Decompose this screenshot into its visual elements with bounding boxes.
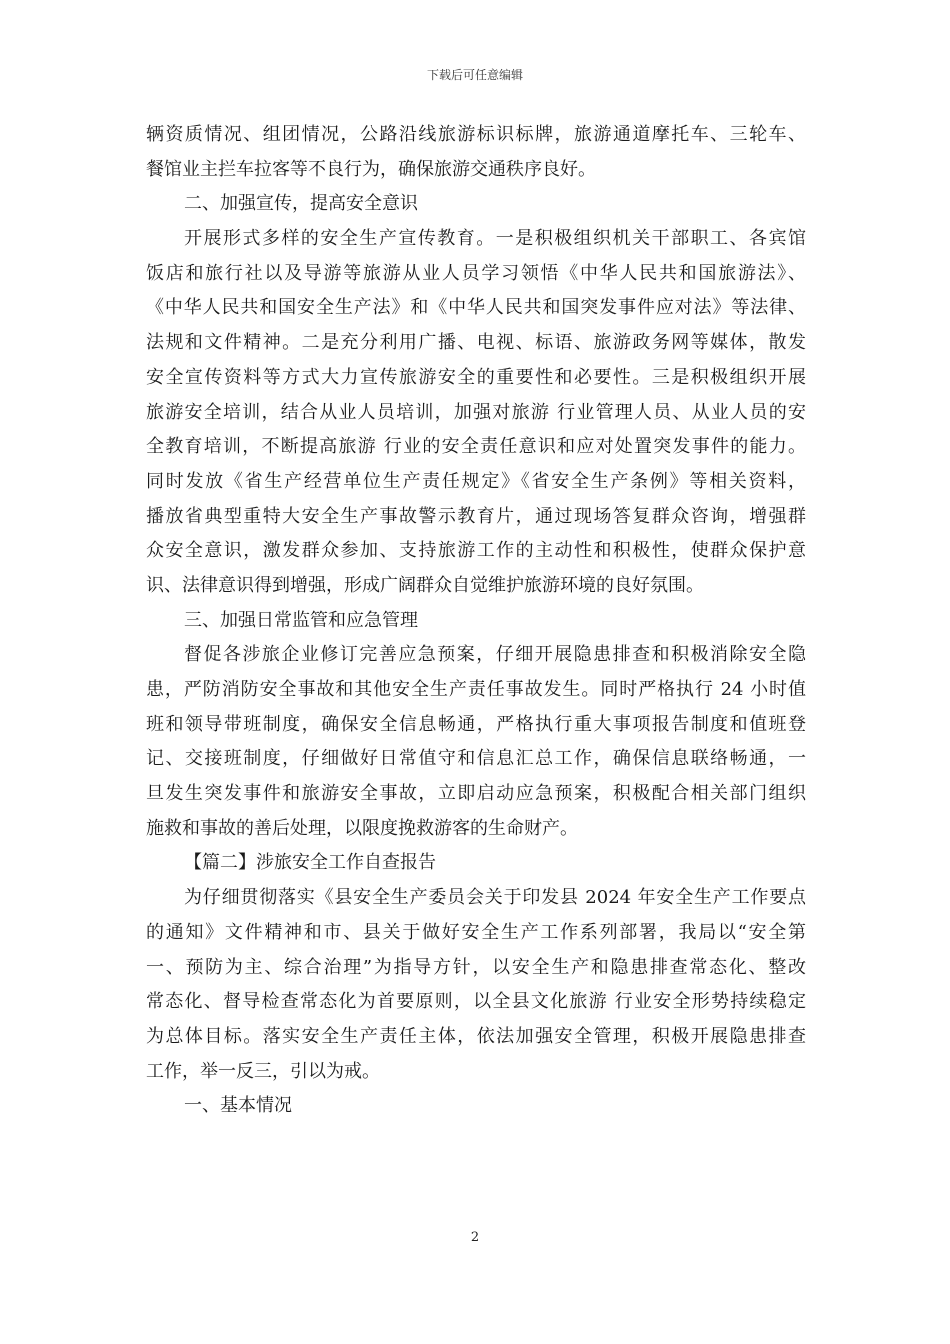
paragraph-line: 全教育培训，不断提高旅游 行业的安全责任意识和应对处置突发事件的能力。: [146, 436, 806, 458]
paragraph-line: 旅游安全培训，结合从业人员培训，加强对旅游 行业管理人员、从业人员的安: [146, 401, 806, 423]
paragraph-line: 记、交接班制度，仔细做好日常值守和信息汇总工作，确保信息联络畅通，一: [146, 748, 806, 770]
paragraph-line: 同时发放《省生产经营单位生产责任规定》《省安全生产条例》等相关资料，: [146, 470, 806, 492]
paragraph-line: 一、预防为主、综合治理”为指导方针，以安全生产和隐患排查常态化、整改: [146, 956, 806, 978]
paragraph-line: 的通知》文件精神和市、县关于做好安全生产工作系列部署，我局以“安全第: [146, 921, 806, 943]
paragraph-line: 为仔细贯彻落实《县安全生产委员会关于印发县 2024 年安全生产工作要点: [184, 887, 806, 909]
paragraph-line: 法规和文件精神。二是充分利用广播、电视、标语、旅游政务网等媒体，散发: [146, 332, 806, 354]
article-title: 【篇二】涉旅安全工作自查报告: [184, 852, 436, 874]
paragraph-line: 旦发生突发事件和旅游安全事故，立即启动应急预案，积极配合相关部门组织: [146, 783, 806, 805]
section-heading: 一、基本情况: [184, 1095, 292, 1117]
paragraph-line: 餐馆业主拦车拉客等不良行为，确保旅游交通秩序良好。: [146, 158, 596, 180]
page-number: 2: [470, 1230, 480, 1245]
paragraph-line: 辆资质情况、组团情况，公路沿线旅游标识标牌，旅游通道摩托车、三轮车、: [146, 124, 806, 145]
paragraph-line: 识、法律意识得到增强，形成广阔群众自觉维护旅游环境的良好氛围。: [146, 574, 704, 596]
paragraph-line: 工作，举一反三，引以为戒。: [146, 1060, 380, 1082]
paragraph-line: 播放省典型重特大安全生产事故警示教育片，通过现场答复群众咨询，增强群: [146, 505, 806, 527]
paragraph-line: 为总体目标。落实安全生产责任主体，依法加强安全管理，积极开展隐患排查: [146, 1025, 806, 1047]
page-header: 下载后可任意编辑: [426, 68, 523, 82]
paragraph-line: 患，严防消防安全事故和其他安全生产责任事故发生。同时严格执行 24 小时值: [146, 679, 806, 700]
paragraph-line: 施救和事故的善后处理，以限度挽救游客的生命财产。: [146, 817, 578, 839]
section-heading: 三、加强日常监管和应急管理: [184, 609, 418, 631]
paragraph-line: 督促各涉旅企业修订完善应急预案，仔细开展隐患排查和积极消除安全隐: [184, 644, 806, 666]
document-body: [146, 118, 806, 1124]
paragraph-line: 《中华人民共和国安全生产法》和《中华人民共和国突发事件应对法》等法律、: [146, 297, 806, 319]
paragraph-line: 饭店和旅行社以及导游等旅游从业人员学习领悟《中华人民共和国旅游法》、: [146, 262, 806, 284]
paragraph-line: 众安全意识，激发群众参加、支持旅游工作的主动性和积极性，使群众保护意: [146, 540, 806, 562]
paragraph-line: 常态化、督导检查常态化为首要原则，以全县文化旅游 行业安全形势持续稳定: [146, 991, 806, 1013]
paragraph-line: 安全宣传资料等方式大力宣传旅游安全的重要性和必要性。三是积极组织开展: [146, 366, 806, 388]
paragraph-line: 班和领导带班制度，确保安全信息畅通，严格执行重大事项报告制度和值班登: [146, 713, 806, 735]
section-heading: 二、加强宣传，提高安全意识: [184, 193, 418, 215]
paragraph-line: 开展形式多样的安全生产宣传教育。一是积极组织机关干部职工、各宾馆: [184, 228, 806, 250]
